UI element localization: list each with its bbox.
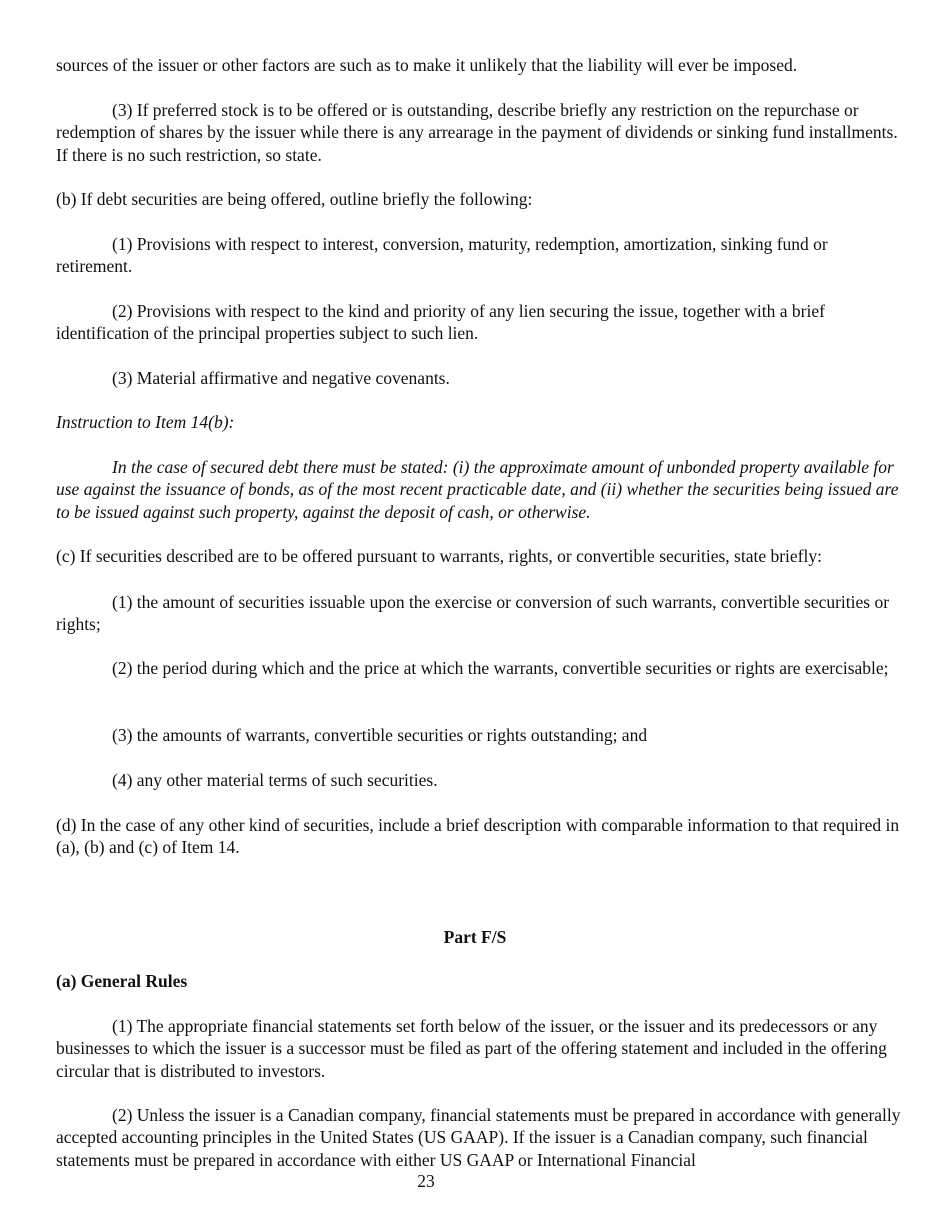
paragraph-general-rules-1: (1) The appropriate financial statements set forth below of the issuer, or the issuer and its predecessors or any businesses to which the issuer is a successor must be filed as part of the offering statement and included in the offering circular that is distributed to investors.	[56, 1016, 887, 1081]
paragraph-c2: (2) the period during which and the price at which the warrants, convertible securities or rights are exercisable;	[112, 658, 889, 678]
paragraph-continuation: sources of the issuer or other factors are such as to make it unlikely that the liability will ever be imposed.	[56, 55, 798, 75]
paragraph-b1: (1) Provisions with respect to interest, conversion, maturity, redemption, amortization, sinking fund or retirement.	[56, 234, 828, 277]
paragraph-c4: (4) any other material terms of such securities.	[112, 770, 438, 790]
paragraph-d-other: (d) In the case of any other kind of securities, include a brief description with comparable information to that required in (a), (b) and (c) of Item 14.	[56, 815, 900, 858]
instruction-text: In the case of secured debt there must be stated: (i) the approximate amount of unbonded property available for use against the issuance of bonds, as of the most recent practicable date, and (ii) whether the securities being issued are to be issued against such property, against the deposit of cash, or otherwise.	[56, 457, 899, 522]
page-number: 23	[417, 1171, 435, 1191]
paragraph-preferred-stock: (3) If preferred stock is to be offered or is outstanding, describe briefly any restriction on the repurchase or redemption of shares by the issuer while there is any arrearage in the payment of dividends or sinking fund installments. If there is no such restriction, so state.	[56, 100, 898, 165]
instruction-heading: Instruction to Item 14(b):	[56, 412, 235, 432]
subheading-general-rules: (a) General Rules	[56, 971, 188, 991]
paragraph-general-rules-2: (2) Unless the issuer is a Canadian company, financial statements must be prepared in accordance with generally accepted accounting principles in the United States (US GAAP). If the issuer is a Canadian company, such financial statements must be prepared in accordance with either US GAAP or International Financial	[56, 1105, 901, 1170]
paragraph-c1: (1) the amount of securities issuable upon the exercise or conversion of such warrants, convertible securities or rights;	[56, 592, 890, 635]
section-heading-part-fs: Part F/S	[443, 927, 507, 947]
paragraph-c-warrants: (c) If securities described are to be offered pursuant to warrants, rights, or convertible securities, state briefly:	[56, 546, 822, 566]
paragraph-b3: (3) Material affirmative and negative covenants.	[112, 368, 450, 388]
paragraph-c3: (3) the amounts of warrants, convertible securities or rights outstanding; and	[112, 725, 648, 745]
paragraph-b-debt-securities: (b) If debt securities are being offered, outline briefly the following:	[56, 189, 533, 209]
paragraph-b2: (2) Provisions with respect to the kind and priority of any lien securing the issue, together with a brief identification of the principal properties subject to such lien.	[56, 301, 825, 344]
